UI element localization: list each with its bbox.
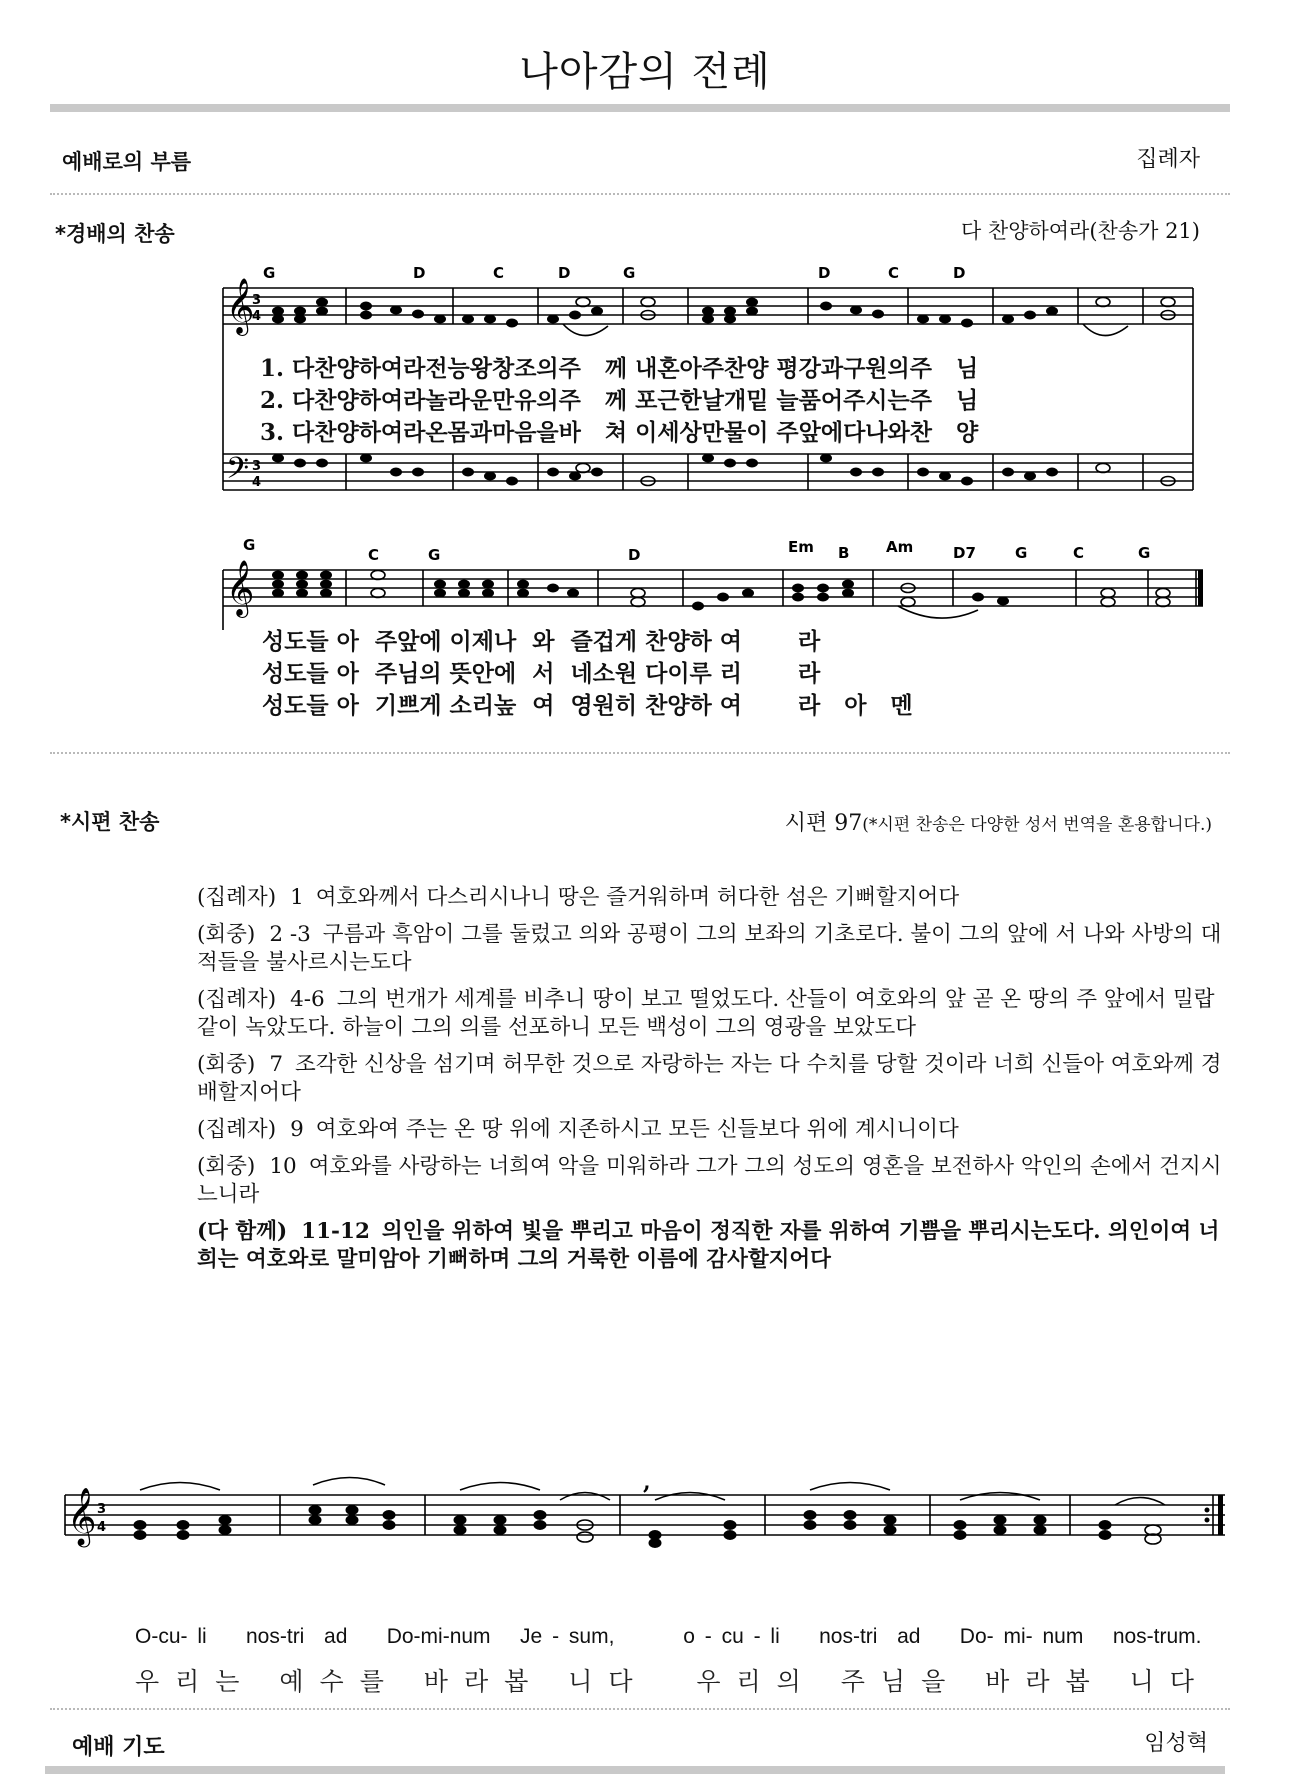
svg-text:3: 3 [97, 1502, 107, 1517]
divider [50, 193, 1230, 195]
bottom-divider [45, 1766, 1225, 1774]
hymn-verse-2-line-2: 성도들 아 주님의 뜻안에 서 네소원 다이루 리 라 [262, 660, 821, 687]
svg-text:𝄞: 𝄞 [226, 278, 255, 334]
svg-text:𝄞: 𝄞 [67, 1487, 97, 1545]
psalm-line: (집례자) 9 여호와여 주는 온 땅 위에 지존하시고 모든 신들보다 위에 계시니이다 [197, 1117, 959, 1142]
svg-text:Em: Em [788, 538, 814, 556]
call-to-worship-leader: 집례자 [1136, 147, 1200, 172]
svg-text:G: G [243, 536, 256, 554]
svg-text:G: G [428, 546, 441, 564]
svg-text:4: 4 [252, 475, 262, 490]
psalm-reference [785, 806, 1212, 837]
psalm-line-all: (다 함께) 11-12 의인을 위하여 빛을 뿌리고 마음이 정직한 자를 위하여 기쁨을 뿌리시는도다. 의인이여 너희는 여호와로 말미암아 기뻐하며 그의 거룩한 이름에 감사할지어다 [197, 1219, 1220, 1272]
chant-latin-text: O-cu- li nos-tri ad Do-mi-num Je - sum, o - cu - li nos-tri ad Do- mi- num nos-trum. [135, 1625, 1202, 1648]
hymn-verse-1-line-2: 성도들 아 주앞에 이제나 와 즐겁게 찬양하 여 라 [262, 628, 821, 655]
svg-text:𝄞: 𝄞 [226, 560, 255, 616]
psalm-label: *시편 찬송 [60, 810, 160, 834]
psalm-line: (회중) 2 -3 구름과 흑암이 그를 둘렀고 의와 공평이 그의 보좌의 기초로다. 불이 그의 앞에 서 나와 사방의 대적들을 불사르시는도다 [197, 922, 1222, 975]
svg-text:D7: D7 [953, 544, 976, 562]
svg-text:D: D [558, 264, 571, 282]
svg-text:G: G [623, 264, 636, 282]
svg-text:4: 4 [252, 309, 262, 324]
prayer-label: 예배 기도 [72, 1735, 165, 1760]
svg-text:D: D [413, 264, 426, 282]
page-title: 나아감의 전례 [519, 49, 771, 95]
psalm-line: (집례자) 4-6 그의 번개가 세계를 비추니 땅이 보고 떨었도다. 산들이 여호와의 앞 곧 온 땅의 주 앞에서 밀랍 같이 녹았도다. 하늘이 그의 의를 선포하니 모든 백성이 그의 영광을 보았도다 [197, 987, 1215, 1040]
hymn-verse-1-line-1: 1. 다찬양하여라전능왕창조의주 께 내혼아주찬양 평강과구원의주 님 [260, 355, 979, 382]
svg-text:C: C [888, 264, 900, 282]
hymn-verse-3-line-2: 성도들 아 기쁘게 소리높 여 영원히 찬양하 여 라 아 멘 [262, 692, 913, 719]
psalm-note: (*시편 찬송은 다양한 성서 번역을 혼용합니다.) [862, 815, 1212, 835]
svg-text:G: G [1138, 544, 1151, 562]
svg-text:D: D [953, 264, 966, 282]
chant-korean-text: 우리는 예수를 바라봅 니다 우리의 주님을 바라봅 니다 [135, 1667, 1210, 1696]
svg-text:𝄢: 𝄢 [226, 452, 250, 493]
psalm-responsive-reading [197, 884, 1227, 1283]
svg-text:G: G [1015, 544, 1028, 562]
svg-text:3: 3 [252, 293, 262, 308]
svg-text:4: 4 [97, 1520, 107, 1535]
svg-text:3: 3 [252, 459, 262, 474]
psalm-line: (회중) 10 여호와를 사랑하는 너희여 악을 미워하라 그가 그의 성도의 영혼을 보전하사 악인의 손에서 건지시느니라 [197, 1154, 1222, 1207]
svg-text:,: , [643, 1469, 651, 1495]
prayer-leader: 임성혁 [1144, 1731, 1208, 1756]
call-to-worship-label: 예배로의 부름 [62, 150, 192, 174]
hymn-verse-2-line-1: 2. 다찬양하여라놀라운만유의주 께 포근한날개밑 늘품어주시는주 님 [260, 387, 979, 414]
psalm-number: 시편 97 [784, 811, 863, 836]
divider [50, 1708, 1230, 1710]
psalm-line: (회중) 7 조각한 신상을 섬기며 허무한 것으로 자랑하는 자는 다 수치를 당할 것이라 너희 신들아 여호와께 경배할지어다 [197, 1052, 1222, 1105]
svg-text:G: G [263, 264, 276, 282]
hymn-score-system-2 [218, 530, 1208, 630]
divider [50, 752, 1230, 754]
hymn-title: 다 찬양하여라(찬송가 21) [960, 219, 1200, 243]
svg-text:B: B [838, 544, 850, 562]
svg-text:C: C [493, 264, 505, 282]
svg-text:C: C [368, 546, 380, 564]
svg-text:Am: Am [886, 538, 914, 556]
chant-score [55, 1455, 1235, 1565]
svg-text:C: C [1073, 544, 1085, 562]
hymn-label: *경배의 찬송 [55, 222, 175, 246]
hymn-verse-3-line-1: 3. 다찬양하여라온몸과마음을바 쳐 이세상만물이 주앞에다나와찬 양 [260, 419, 979, 446]
svg-text:D: D [628, 546, 641, 564]
svg-text:D: D [818, 264, 831, 282]
psalm-line: (집례자) 1 여호와께서 다스리시나니 땅은 즐거워하며 허다한 섬은 기뻐할지어다 [197, 885, 960, 910]
top-divider [50, 104, 1230, 112]
